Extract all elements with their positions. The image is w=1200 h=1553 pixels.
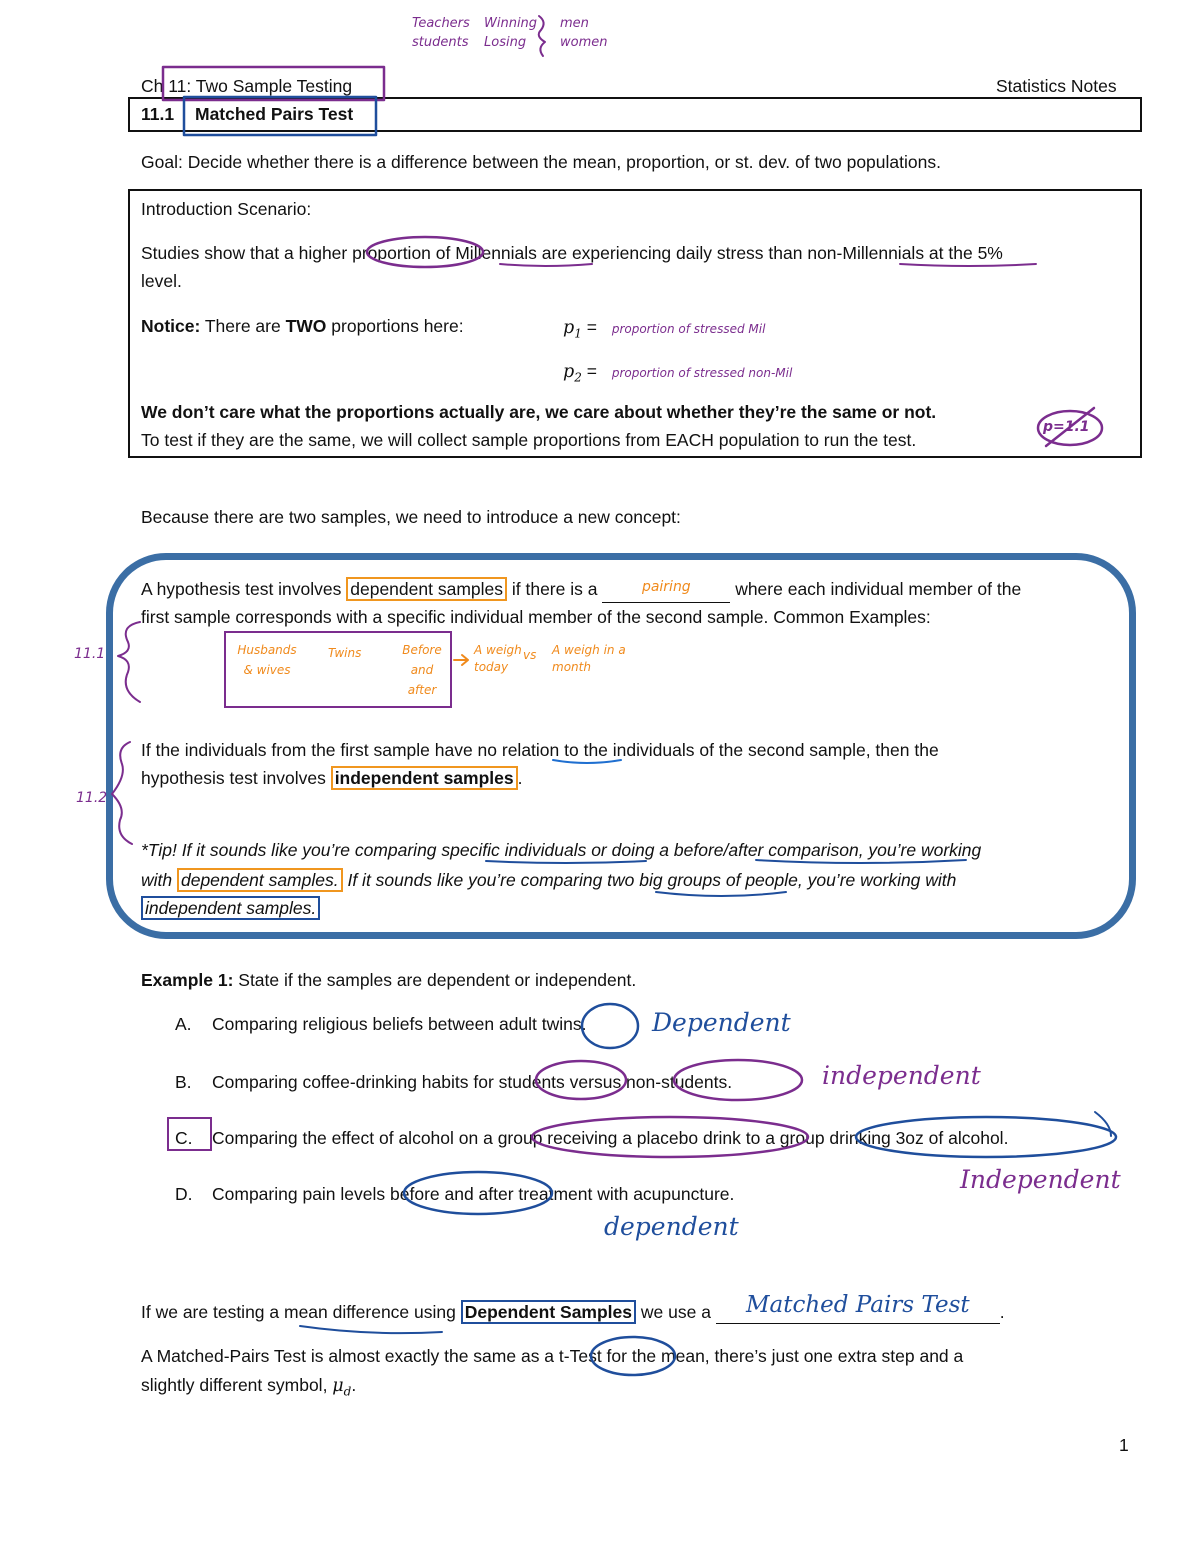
item-b-answer: independent [822, 1061, 981, 1090]
mu-d-sub: d [343, 1384, 352, 1399]
tip-dependent-samples: dependent samples. [177, 868, 343, 892]
matched-pairs-fill: Matched Pairs Test [745, 1292, 970, 1318]
pairing-blank [602, 578, 730, 603]
note-col-2 [484, 14, 537, 52]
side-note-11-1: 11.1 [74, 646, 106, 662]
tip-line-1: *Tip! If it sounds like you’re comparing specific individuals or doing a before/after comparison, you’re working [141, 840, 982, 860]
example1-item-d [175, 1183, 734, 1205]
notes-label: Statistics Notes [996, 76, 1117, 96]
item-d-answer: dependent [604, 1212, 739, 1241]
independent-definition-line-1: If the individuals from the first sample have no relation to the individuals of the second sample, then the [141, 740, 939, 760]
mean-pre: If we are testing a mean difference using [141, 1302, 461, 1322]
tip-rest: If it sounds like you’re comparing two big groups of people, you’re working with [342, 870, 957, 890]
matched-line-2-text: slightly different symbol, [141, 1375, 333, 1395]
p1-equals: = [586, 317, 597, 337]
tip-with: with [141, 870, 177, 890]
ind-post: . [517, 768, 523, 788]
matched-line-1: A Matched-Pairs Test is almost exactly the same as a t-Test for the mean, there’s just one extra step and a [141, 1346, 964, 1366]
item-a-letter: A. [175, 1014, 192, 1034]
mean-difference-line [141, 1292, 1005, 1324]
weigh-today: A weigh today [474, 643, 522, 674]
p1-symbol: p [563, 318, 575, 338]
mu-d-symbol: μ [332, 1376, 344, 1396]
item-c-text: Comparing the effect of alcohol on a group receiving a placebo drink to a group drinking 3oz of alcohol. [212, 1128, 1009, 1148]
because-line: Because there are two samples, we need to introduce a new concept: [141, 507, 681, 527]
example-husbands-wives: Husbands & wives [237, 643, 297, 677]
section-title: Matched Pairs Test [195, 104, 354, 124]
item-b-letter: B. [175, 1072, 192, 1092]
mean-difference-underline [300, 1326, 442, 1333]
test-line: To test if they are the same, we will collect sample proportions from EACH population to run the test. [141, 430, 917, 450]
matched-pairs-blank [716, 1292, 1000, 1324]
independent-samples-term: independent samples [331, 766, 518, 790]
notice-two: TWO [285, 316, 327, 336]
goal-line [141, 151, 941, 173]
dependent-definition-line-2: first sample corresponds with a specific individual member of the second sample. Common Examples: [141, 607, 931, 627]
independent-definition-line-2 [141, 767, 523, 789]
example-before-after: Before and after [402, 643, 442, 697]
notice-text-a: There are [200, 316, 286, 336]
example1-label: Example 1: [141, 970, 234, 990]
notice-label: Notice: [141, 316, 201, 336]
ind-pre: hypothesis test involves [141, 768, 331, 788]
weigh-month: A weigh in a month [552, 643, 626, 674]
versus-note: vs [523, 648, 537, 662]
note-men: men [560, 16, 589, 31]
intro-heading: Introduction Scenario: [141, 199, 312, 219]
example1-heading [141, 969, 636, 991]
note-teachers: Teachers [412, 16, 470, 31]
item-c-marker-box [167, 1117, 212, 1151]
page-number: 1 [1119, 1435, 1129, 1455]
twins-oval [582, 1004, 638, 1048]
tip-line-3 [141, 897, 320, 919]
item-b-text: Comparing coffee-drinking habits for students versus non-students. [212, 1072, 733, 1092]
p2-equals: = [586, 361, 597, 381]
p1-sub: 1 [574, 326, 582, 341]
dep-mid: if there is a [507, 579, 603, 599]
item-d-text: Comparing pain levels before and after treatment with acupuncture. [212, 1184, 735, 1204]
mean-post: we use a [636, 1302, 716, 1322]
example1-item-a [175, 1013, 587, 1035]
pairing-fill: pairing [641, 579, 691, 595]
item-a-answer: Dependent [652, 1008, 791, 1037]
matched-line-2 [141, 1374, 356, 1403]
goal-label: Goal: [141, 152, 183, 172]
section-number: 11.1 [141, 104, 175, 124]
dependent-definition-line-1 [141, 578, 1021, 603]
mean-end: . [999, 1302, 1005, 1322]
p2-symbol: p [563, 362, 575, 382]
note-winning: Winning [484, 16, 538, 31]
p2-handwritten: proportion of stressed non-Mil [611, 366, 793, 380]
dependent-samples-term: dependent samples [346, 577, 507, 601]
notice-line [141, 315, 464, 337]
dependent-samples-box: Dependent Samples [461, 1300, 636, 1324]
example1-text: State if the samples are dependent or independent. [233, 970, 637, 990]
tip-independent-samples: independent samples. [141, 896, 320, 920]
note-col-3 [560, 14, 608, 52]
item-c-letter: C. [175, 1128, 193, 1148]
p2-sub: 2 [574, 370, 582, 385]
example-twins: Twins [328, 646, 362, 660]
matched-end: . [351, 1375, 357, 1395]
p2-definition [563, 360, 792, 389]
p1-definition [563, 316, 765, 345]
example1-item-b [175, 1071, 732, 1093]
item-a-text: Comparing religious beliefs between adult twins. [212, 1014, 587, 1034]
notice-text-b: proportions here: [326, 316, 464, 336]
note-women: women [560, 35, 608, 50]
dep-pre: A hypothesis test involves [141, 579, 347, 599]
item-d-letter: D. [175, 1184, 193, 1204]
top-brace [539, 16, 545, 56]
goal-text: Decide whether there is a difference between the mean, proportion, or st. dev. of two populations. [182, 152, 941, 172]
chapter-title: Ch 11: Two Sample Testing [141, 76, 353, 96]
alcohol-arrow [1095, 1112, 1111, 1136]
example1-item-c [175, 1127, 1008, 1149]
dep-post: where each individual member of the [730, 579, 1022, 599]
care-line: We don’t care what the proportions actually are, we care about whether they’re the same or not. [141, 402, 937, 422]
note-losing: Losing [484, 35, 527, 50]
intro-line-2: level. [141, 271, 182, 291]
p1-handwritten: proportion of stressed Mil [611, 322, 766, 336]
stamp-note: p=1.1 [1043, 419, 1090, 435]
note-col-1 [412, 14, 470, 52]
note-students: students [412, 35, 469, 50]
tip-line-2 [141, 869, 956, 891]
item-c-answer: Independent [960, 1165, 1121, 1194]
intro-line-1: Studies show that a higher proportion of Millennials are experiencing daily stress than non-Millennials at the 5% [141, 243, 1003, 263]
side-note-11-2: 11.2 [76, 790, 108, 806]
